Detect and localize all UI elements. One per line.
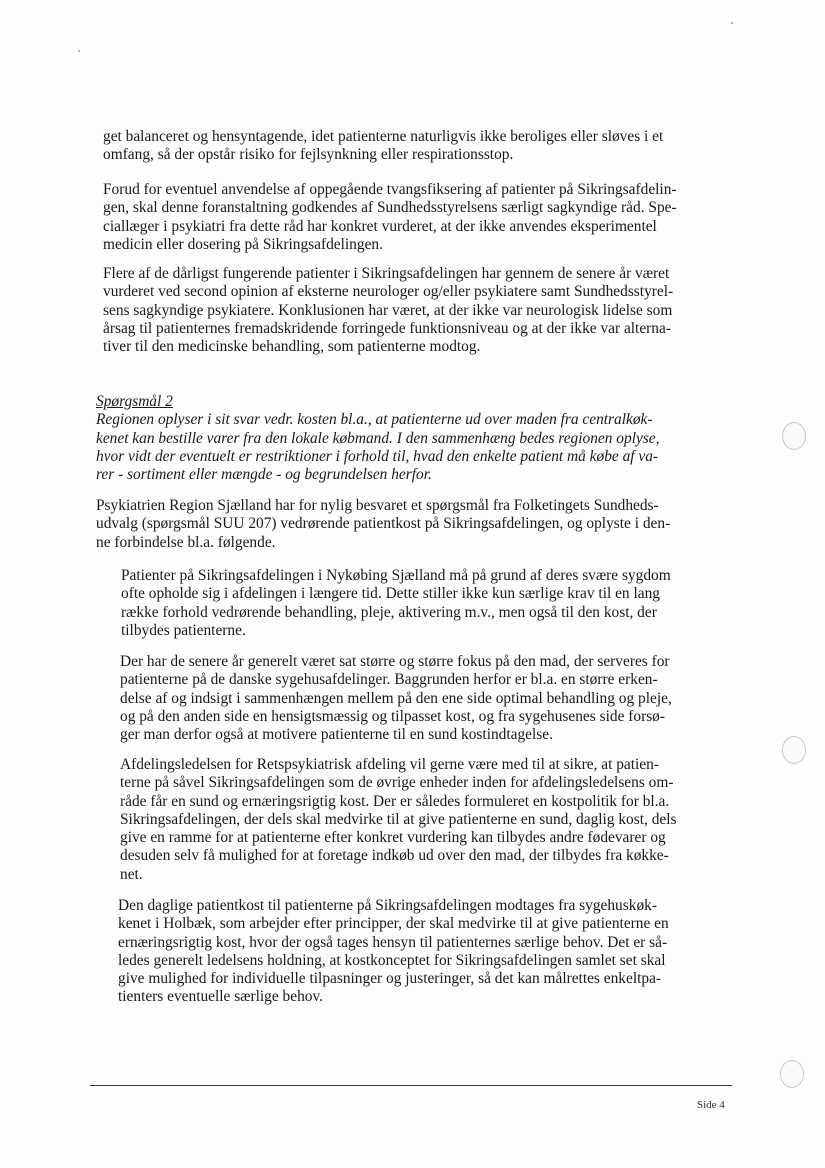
question-heading: Spørgsmål 2	[96, 393, 173, 410]
paragraph-2	[103, 181, 677, 254]
text-line: Forud for eventuel anvendelse af oppegående tvangsfiksering af patienter på Sikringsafdelin-	[103, 181, 677, 198]
paragraph-1	[103, 128, 663, 165]
text-line: tiver til den medicinske behandling, som patienterne modtog.	[103, 338, 481, 356]
text-line: udvalg (spørgsmål SUU 207) vedrørende patientkost på Sikringsafdelingen, og oplyste i den-	[96, 515, 671, 533]
text-line: ledes generelt ledelsens holdning, at kostkonceptet for Sikringsafdelingen samlet set skal	[118, 951, 666, 969]
quote-paragraph-3	[120, 756, 677, 884]
text-line: gen, skal denne foranstaltning godkendes af Sundhedsstyrelsens særligt sagkyndige råd. Spe-	[103, 199, 677, 217]
question-block	[96, 393, 659, 484]
text-line: og på den anden side en hensigtsmæssig og tilpasset kost, og fra sygehusenes side forsø-	[120, 707, 665, 725]
question-line: Regionen oplyser i sit svar vedr. kosten bl.a., at patienterne ud over maden fra centralkøk-	[96, 411, 653, 429]
page-number: Side 4	[697, 1099, 725, 1111]
text-line: Flere af de dårligst fungerende patienter i Sikringsafdelingen har gennem de senere år været	[103, 265, 670, 282]
text-line: medicin eller dosering på Sikringsafdelingen.	[103, 235, 383, 253]
text-line: omfang, så der opstår risiko for fejlsynkning eller respirationsstop.	[103, 146, 514, 164]
text-line: Der har de senere år generelt været sat større og større fokus på den mad, der serveres for	[120, 653, 670, 670]
punch-hole-mark	[782, 422, 806, 450]
text-line: tienters eventuelle særlige behov.	[118, 988, 323, 1006]
question-line: hvor vidt der eventuelt er restriktioner i forhold til, hvad den enkelte patient må købe af va-	[96, 447, 659, 465]
text-line: sens sagkyndige psykiatere. Konklusionen har været, at der ikke var neurologisk lidelse som	[103, 301, 673, 319]
text-line: ne forbindelse bl.a. følgende.	[96, 533, 276, 551]
question-line: rer - sortiment eller mængde - og begrundelsen herfor.	[96, 466, 432, 484]
question-line: kenet kan bestille varer fra den lokale købmand. I den sammenhæng bedes regionen oplyse,	[96, 429, 660, 447]
text-line: række forhold vedrørende behandling, pleje, aktivering m.v., men også til den kost, der	[121, 603, 657, 621]
text-line: desuden selv få mulighed for at foretage indkøb ud over den mad, der tilbydes fra køkke-	[120, 847, 669, 865]
text-line: ofte opholde sig i afdelingen i længere tid. Dette stiller ikke kun særlige krav til en lang	[121, 585, 660, 603]
paragraph-3	[103, 265, 673, 356]
text-line: kenet i Holbæk, som arbejder efter principper, der skal medvirke til at give patienterne en	[118, 915, 669, 933]
text-line: råde får en sund og ernæringsrigtig kost. Der er således formuleret en kostpolitik for bl.a.	[120, 792, 670, 810]
quote-paragraph-2	[120, 653, 672, 744]
text-line: terne på såvel Sikringsafdelingen som de øvrige enheder inden for afdelingsledelsens om-	[120, 774, 674, 792]
text-line: Sikringsafdelingen, der dels skal medvirke til at give patienterne en sund, daglig kost, dels	[120, 810, 677, 828]
text-line: Den daglige patientkost til patienterne på Sikringsafdelingen modtages fra sygehuskøk-	[118, 897, 657, 914]
text-line: Patienter på Sikringsafdelingen i Nykøbing Sjælland må på grund af deres svære sygdom	[121, 567, 671, 584]
scan-speck	[78, 50, 80, 52]
text-line: give mulighed for individuelle tilpasninger og justeringer, så det kan målrettes enkeltpa-	[118, 970, 662, 988]
text-line: Psykiatrien Region Sjælland har for nylig besvaret et spørgsmål fra Folketingets Sundheds-	[96, 497, 659, 514]
paragraph-4	[96, 497, 670, 552]
text-line: ger man derfor også at motivere patienterne til en sund kostindtagelse.	[120, 726, 553, 744]
text-line: get balanceret og hensyntagende, idet patienterne naturligvis ikke beroliges eller sløves i et	[103, 128, 664, 145]
text-line: give en ramme for at patienterne efter konkret vurdering kan tilbydes andre fødevarer og	[120, 829, 666, 847]
punch-hole-mark	[780, 1060, 804, 1088]
text-line: delse af og indsigt i sammenhængen mellem på den ene side optimal behandling og pleje,	[120, 689, 672, 707]
quote-paragraph-4	[118, 897, 669, 1007]
text-line: net.	[120, 865, 143, 883]
text-line: tilbydes patienterne.	[121, 621, 246, 639]
text-line: ciallæger i psykiatri fra dette råd har konkret vurderet, at der ikke anvendes eksperimentel	[103, 217, 657, 235]
punch-hole-mark	[782, 736, 806, 764]
footer-rule	[90, 1085, 732, 1086]
text-line: ernæringsrigtig kost, hvor der også tages hensyn til patienternes særlige behov. Det er så-	[118, 933, 668, 951]
text-line: årsag til patienternes fremadskridende forringede funktionsniveau og at der ikke var alterna-	[103, 319, 671, 337]
quote-paragraph-1	[121, 567, 671, 640]
text-line: Afdelingsledelsen for Retspsykiatrisk afdeling vil gerne være med til at sikre, at patien-	[120, 756, 659, 773]
text-line: vurderet ved second opinion af eksterne neurologer og/eller psykiatere samt Sundhedsstyrel-	[103, 283, 674, 301]
text-line: patienterne på de danske sygehusafdelinger. Baggrunden herfor er bl.a. en større erken-	[120, 671, 658, 689]
scan-speck	[731, 22, 733, 24]
